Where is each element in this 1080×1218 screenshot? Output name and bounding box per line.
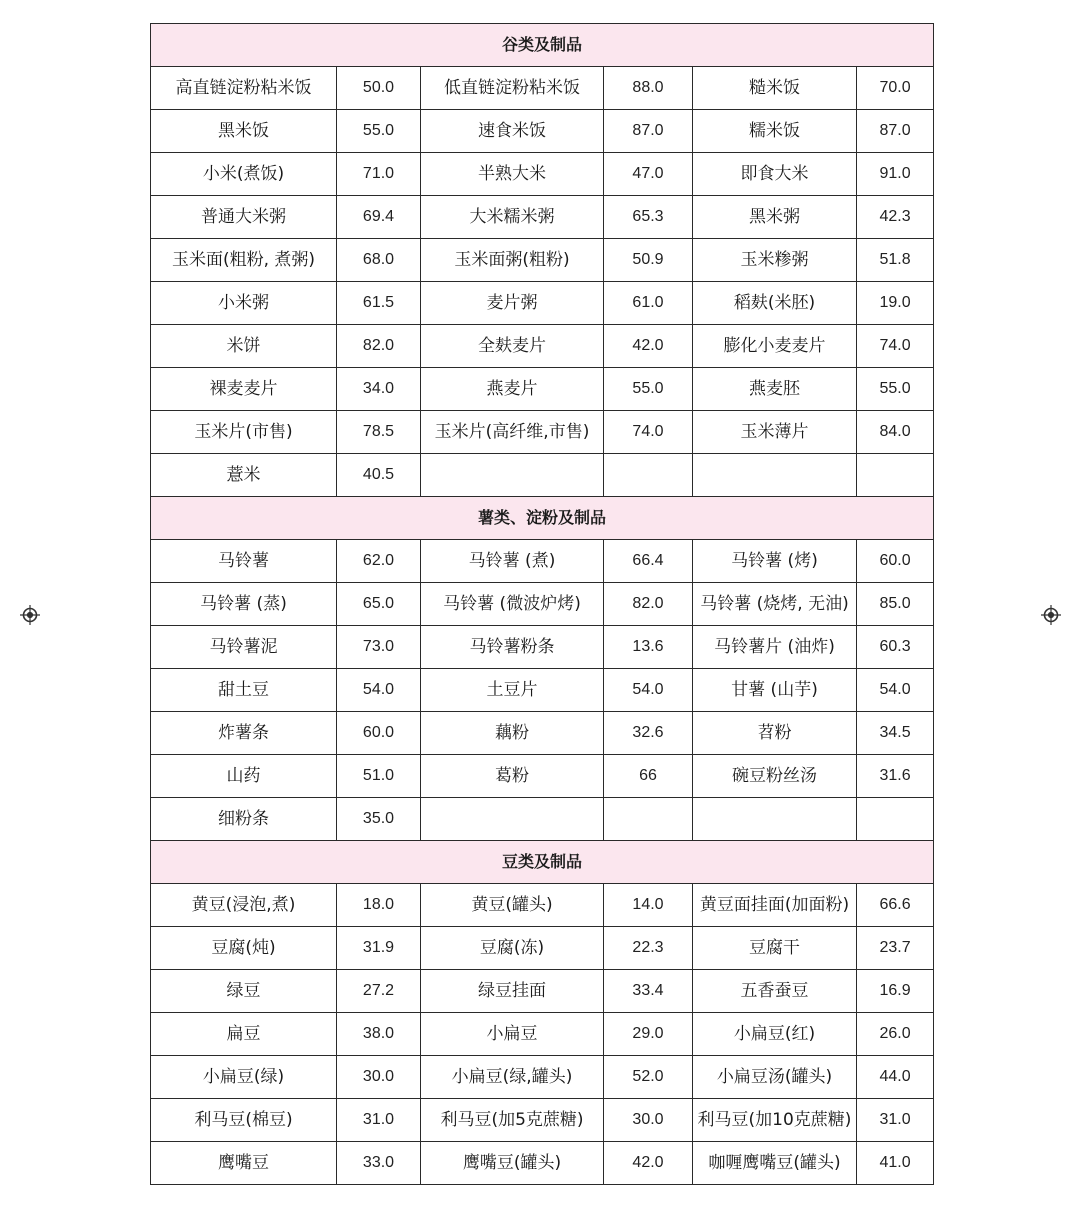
food-name-cell: 黄豆面挂面(加面粉) xyxy=(693,884,857,927)
gi-value-cell: 87.0 xyxy=(857,110,934,153)
food-name-cell: 小扁豆(红) xyxy=(693,1013,857,1056)
gi-value-cell: 13.6 xyxy=(604,626,693,669)
food-name-cell: 糙米饭 xyxy=(693,67,857,110)
gi-value-cell: 68.0 xyxy=(337,239,421,282)
food-name-cell: 小扁豆(绿,罐头) xyxy=(421,1056,604,1099)
food-name-cell: 玉米糁粥 xyxy=(693,239,857,282)
food-name-cell: 米饼 xyxy=(151,325,337,368)
table-row xyxy=(151,196,934,239)
gi-value-cell: 35.0 xyxy=(337,798,421,841)
gi-value-cell: 31.0 xyxy=(857,1099,934,1142)
section-title: 谷类及制品 xyxy=(151,24,934,67)
gi-value-cell: 14.0 xyxy=(604,884,693,927)
gi-value-cell: 33.4 xyxy=(604,970,693,1013)
gi-value-cell: 88.0 xyxy=(604,67,693,110)
food-name-cell: 小米粥 xyxy=(151,282,337,325)
gi-value-cell: 38.0 xyxy=(337,1013,421,1056)
gi-value-cell: 40.5 xyxy=(337,454,421,497)
gi-value-cell: 54.0 xyxy=(604,669,693,712)
food-name-cell: 大米糯米粥 xyxy=(421,196,604,239)
crop-mark-left-icon xyxy=(20,605,40,625)
gi-value-cell: 74.0 xyxy=(604,411,693,454)
food-name-cell: 半熟大米 xyxy=(421,153,604,196)
food-name-cell xyxy=(421,798,604,841)
food-name-cell: 玉米面(粗粉, 煮粥) xyxy=(151,239,337,282)
table-row xyxy=(151,1013,934,1056)
food-name-cell: 小扁豆(绿) xyxy=(151,1056,337,1099)
food-name-cell: 小扁豆汤(罐头) xyxy=(693,1056,857,1099)
food-name-cell: 细粉条 xyxy=(151,798,337,841)
food-name-cell: 裸麦麦片 xyxy=(151,368,337,411)
table-row xyxy=(151,927,934,970)
gi-value-cell: 50.0 xyxy=(337,67,421,110)
gi-value-cell: 54.0 xyxy=(337,669,421,712)
gi-value-cell: 16.9 xyxy=(857,970,934,1013)
gi-value-cell: 65.3 xyxy=(604,196,693,239)
gi-value-cell: 85.0 xyxy=(857,583,934,626)
gi-value-cell: 82.0 xyxy=(337,325,421,368)
table-row xyxy=(151,1056,934,1099)
section-header-row xyxy=(151,497,934,540)
food-name-cell: 膨化小麦麦片 xyxy=(693,325,857,368)
table-row xyxy=(151,1142,934,1185)
gi-value-cell: 55.0 xyxy=(857,368,934,411)
table-row xyxy=(151,669,934,712)
gi-value-cell: 60.0 xyxy=(857,540,934,583)
food-name-cell: 甜土豆 xyxy=(151,669,337,712)
section-header-row xyxy=(151,841,934,884)
gi-value-cell: 84.0 xyxy=(857,411,934,454)
food-name-cell: 咖喱鹰嘴豆(罐头) xyxy=(693,1142,857,1185)
table-row xyxy=(151,67,934,110)
food-name-cell: 马铃薯 (烤) xyxy=(693,540,857,583)
food-name-cell: 玉米面粥(粗粉) xyxy=(421,239,604,282)
food-name-cell xyxy=(421,454,604,497)
gi-value-cell: 22.3 xyxy=(604,927,693,970)
gi-value-cell: 61.0 xyxy=(604,282,693,325)
table-row xyxy=(151,153,934,196)
gi-value-cell: 51.8 xyxy=(857,239,934,282)
gi-value-cell: 41.0 xyxy=(857,1142,934,1185)
gi-value-cell: 51.0 xyxy=(337,755,421,798)
gi-value-cell: 26.0 xyxy=(857,1013,934,1056)
food-name-cell: 玉米片(高纤维,市售) xyxy=(421,411,604,454)
gi-value-cell: 42.0 xyxy=(604,325,693,368)
gi-value-cell: 31.6 xyxy=(857,755,934,798)
table-row xyxy=(151,540,934,583)
gi-value-cell: 69.4 xyxy=(337,196,421,239)
gi-value-cell xyxy=(604,798,693,841)
food-name-cell: 绿豆 xyxy=(151,970,337,1013)
food-name-cell: 鹰嘴豆(罐头) xyxy=(421,1142,604,1185)
food-name-cell: 麦片粥 xyxy=(421,282,604,325)
food-name-cell: 低直链淀粉粘米饭 xyxy=(421,67,604,110)
food-name-cell: 豆腐干 xyxy=(693,927,857,970)
gi-value-cell: 74.0 xyxy=(857,325,934,368)
food-name-cell: 五香蚕豆 xyxy=(693,970,857,1013)
food-name-cell: 马铃薯片 (油炸) xyxy=(693,626,857,669)
gi-value-cell: 66 xyxy=(604,755,693,798)
food-name-cell: 薏米 xyxy=(151,454,337,497)
gi-value-cell: 91.0 xyxy=(857,153,934,196)
food-name-cell: 玉米片(市售) xyxy=(151,411,337,454)
gi-table xyxy=(150,23,934,1185)
table-row xyxy=(151,884,934,927)
gi-value-cell: 31.9 xyxy=(337,927,421,970)
food-name-cell: 苕粉 xyxy=(693,712,857,755)
gi-value-cell: 55.0 xyxy=(337,110,421,153)
table-row xyxy=(151,239,934,282)
food-name-cell: 即食大米 xyxy=(693,153,857,196)
gi-value-cell: 61.5 xyxy=(337,282,421,325)
gi-table-body xyxy=(151,24,934,1185)
gi-value-cell: 52.0 xyxy=(604,1056,693,1099)
gi-value-cell: 78.5 xyxy=(337,411,421,454)
table-row xyxy=(151,712,934,755)
food-name-cell: 甘薯 (山芋) xyxy=(693,669,857,712)
gi-value-cell: 62.0 xyxy=(337,540,421,583)
gi-value-cell: 54.0 xyxy=(857,669,934,712)
food-name-cell: 小米(煮饭) xyxy=(151,153,337,196)
table-row xyxy=(151,798,934,841)
gi-value-cell: 44.0 xyxy=(857,1056,934,1099)
food-name-cell: 黑米饭 xyxy=(151,110,337,153)
food-name-cell: 葛粉 xyxy=(421,755,604,798)
gi-value-cell: 87.0 xyxy=(604,110,693,153)
gi-value-cell: 42.0 xyxy=(604,1142,693,1185)
food-name-cell: 马铃薯 xyxy=(151,540,337,583)
gi-value-cell: 34.5 xyxy=(857,712,934,755)
food-name-cell: 速食米饭 xyxy=(421,110,604,153)
gi-value-cell xyxy=(857,454,934,497)
gi-value-cell: 33.0 xyxy=(337,1142,421,1185)
food-name-cell: 豆腐(炖) xyxy=(151,927,337,970)
food-name-cell: 黄豆(罐头) xyxy=(421,884,604,927)
table-row xyxy=(151,626,934,669)
table-row xyxy=(151,755,934,798)
gi-value-cell: 60.0 xyxy=(337,712,421,755)
table-row xyxy=(151,325,934,368)
gi-value-cell: 23.7 xyxy=(857,927,934,970)
food-name-cell: 马铃薯 (微波炉烤) xyxy=(421,583,604,626)
food-name-cell: 马铃薯泥 xyxy=(151,626,337,669)
food-name-cell: 碗豆粉丝汤 xyxy=(693,755,857,798)
gi-value-cell: 18.0 xyxy=(337,884,421,927)
food-name-cell: 稻麸(米胚) xyxy=(693,282,857,325)
gi-value-cell: 65.0 xyxy=(337,583,421,626)
food-name-cell: 绿豆挂面 xyxy=(421,970,604,1013)
gi-value-cell: 34.0 xyxy=(337,368,421,411)
table-row xyxy=(151,411,934,454)
food-name-cell: 马铃薯 (蒸) xyxy=(151,583,337,626)
gi-value-cell: 50.9 xyxy=(604,239,693,282)
crop-mark-right-icon xyxy=(1041,605,1061,625)
gi-value-cell: 82.0 xyxy=(604,583,693,626)
gi-value-cell: 29.0 xyxy=(604,1013,693,1056)
section-header-row xyxy=(151,24,934,67)
food-name-cell xyxy=(693,798,857,841)
gi-value-cell: 71.0 xyxy=(337,153,421,196)
food-name-cell: 玉米薄片 xyxy=(693,411,857,454)
food-name-cell: 黑米粥 xyxy=(693,196,857,239)
gi-value-cell: 70.0 xyxy=(857,67,934,110)
food-name-cell: 糯米饭 xyxy=(693,110,857,153)
food-name-cell: 利马豆(加5克蔗糖) xyxy=(421,1099,604,1142)
food-name-cell: 黄豆(浸泡,煮) xyxy=(151,884,337,927)
table-row xyxy=(151,583,934,626)
food-name-cell: 山药 xyxy=(151,755,337,798)
gi-value-cell xyxy=(857,798,934,841)
table-row xyxy=(151,454,934,497)
food-name-cell: 马铃薯 (煮) xyxy=(421,540,604,583)
food-name-cell: 全麸麦片 xyxy=(421,325,604,368)
food-name-cell: 土豆片 xyxy=(421,669,604,712)
food-name-cell: 利马豆(加10克蔗糖) xyxy=(693,1099,857,1142)
food-name-cell: 利马豆(棉豆) xyxy=(151,1099,337,1142)
food-name-cell: 鹰嘴豆 xyxy=(151,1142,337,1185)
table-row xyxy=(151,1099,934,1142)
food-name-cell: 扁豆 xyxy=(151,1013,337,1056)
food-name-cell: 高直链淀粉粘米饭 xyxy=(151,67,337,110)
gi-value-cell: 27.2 xyxy=(337,970,421,1013)
gi-value-cell: 60.3 xyxy=(857,626,934,669)
food-name-cell: 藕粉 xyxy=(421,712,604,755)
gi-value-cell: 66.6 xyxy=(857,884,934,927)
food-name-cell: 燕麦片 xyxy=(421,368,604,411)
gi-value-cell: 42.3 xyxy=(857,196,934,239)
gi-value-cell: 47.0 xyxy=(604,153,693,196)
gi-value-cell: 73.0 xyxy=(337,626,421,669)
table-row xyxy=(151,110,934,153)
gi-value-cell: 66.4 xyxy=(604,540,693,583)
gi-value-cell: 32.6 xyxy=(604,712,693,755)
food-name-cell xyxy=(693,454,857,497)
food-name-cell: 马铃薯粉条 xyxy=(421,626,604,669)
food-name-cell: 马铃薯 (烧烤, 无油) xyxy=(693,583,857,626)
food-name-cell: 炸薯条 xyxy=(151,712,337,755)
table-row xyxy=(151,282,934,325)
gi-value-cell xyxy=(604,454,693,497)
food-name-cell: 燕麦胚 xyxy=(693,368,857,411)
food-name-cell: 豆腐(冻) xyxy=(421,927,604,970)
food-name-cell: 普通大米粥 xyxy=(151,196,337,239)
gi-value-cell: 31.0 xyxy=(337,1099,421,1142)
food-name-cell: 小扁豆 xyxy=(421,1013,604,1056)
section-title: 薯类、淀粉及制品 xyxy=(151,497,934,540)
gi-value-cell: 19.0 xyxy=(857,282,934,325)
table-row xyxy=(151,970,934,1013)
section-title: 豆类及制品 xyxy=(151,841,934,884)
gi-value-cell: 55.0 xyxy=(604,368,693,411)
gi-value-cell: 30.0 xyxy=(604,1099,693,1142)
table-row xyxy=(151,368,934,411)
gi-value-cell: 30.0 xyxy=(337,1056,421,1099)
